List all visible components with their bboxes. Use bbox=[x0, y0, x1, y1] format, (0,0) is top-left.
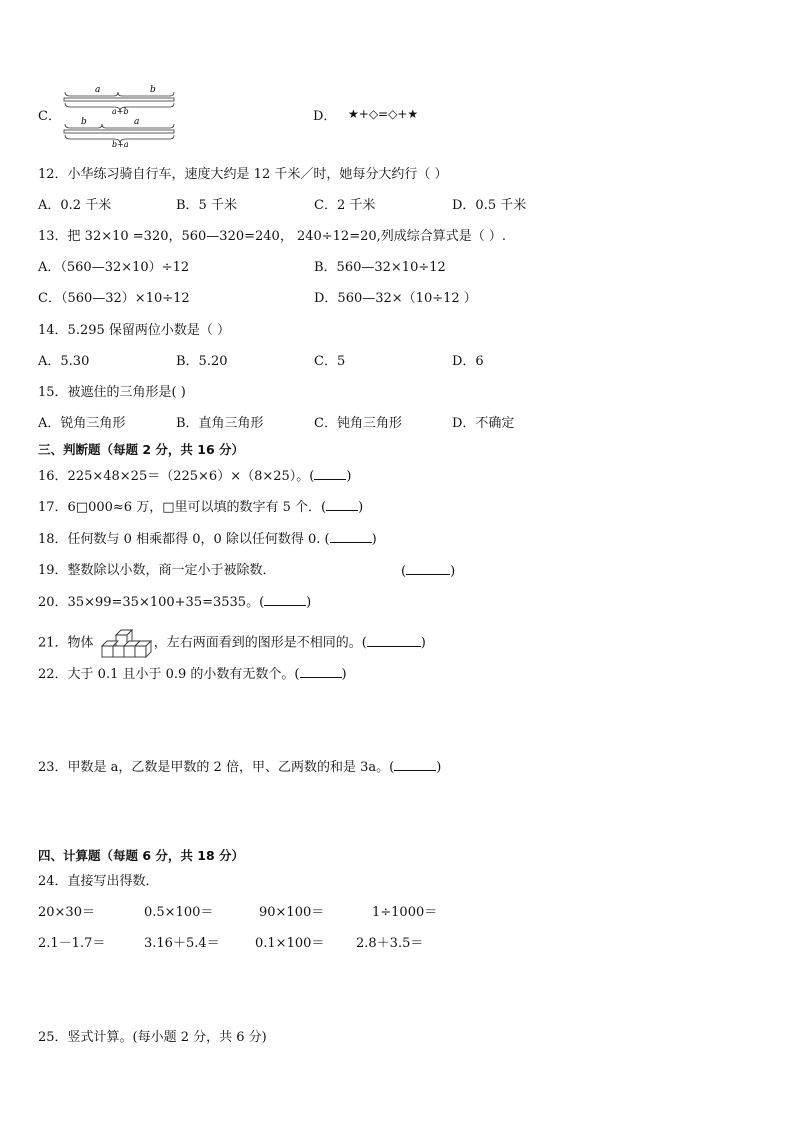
q18-answer-blank[interactable] bbox=[330, 530, 372, 543]
q13-option-a[interactable]: A．（560—32×10）÷12 bbox=[38, 260, 190, 275]
q17 bbox=[38, 498, 363, 517]
q15-option-d[interactable]: D．不确定 bbox=[452, 416, 515, 431]
q24-row2-item-1: 2.1－1.7＝ bbox=[38, 936, 106, 951]
q12-option-a[interactable]: A．0.2 千米 bbox=[38, 198, 112, 213]
section-3-heading: 三、判断题（每题 2 分，共 16 分） bbox=[38, 442, 245, 457]
q16-text: 16．225×48×25＝（225×6）×（8×25）。( bbox=[38, 469, 315, 484]
q18-close-paren: ) bbox=[371, 532, 377, 547]
q14-option-c[interactable]: C．5 bbox=[314, 354, 346, 369]
q21-answer-blank[interactable] bbox=[367, 634, 421, 647]
cube-stack-figure bbox=[100, 628, 152, 658]
q15-stem: 15．被遮住的三角形是( ) bbox=[38, 385, 186, 400]
q13-stem: 13．把 32×10 =320，560—320=240， 240÷12=20,列成综合算式是（ ）. bbox=[38, 229, 507, 244]
q12-option-c[interactable]: C．2 千米 bbox=[314, 198, 376, 213]
q17-close-paren: ) bbox=[358, 500, 364, 515]
q12-option-b[interactable]: B．5 千米 bbox=[176, 198, 237, 213]
q12-option-d[interactable]: D．0.5 千米 bbox=[452, 198, 527, 213]
q15-option-c[interactable]: C．钝角三角形 bbox=[314, 416, 402, 431]
q16 bbox=[38, 467, 351, 486]
q18-text: 18．任何数与 0 相乘都得 0，0 除以任何数得 0. ( bbox=[38, 532, 330, 547]
q20 bbox=[38, 593, 311, 612]
q22-text: 22．大于 0.1 且小于 0.9 的小数有无数个。( bbox=[38, 667, 300, 682]
q22-close-paren: ) bbox=[341, 667, 347, 682]
q14-stem: 14．5.295 保留两位小数是（ ） bbox=[38, 323, 231, 338]
q24-row1-item-3: 90×100＝ bbox=[259, 905, 325, 920]
q11-c-top-a: a bbox=[95, 85, 101, 95]
q13-option-d[interactable]: D．560—32×（10÷12 ） bbox=[314, 291, 477, 306]
q24-row1-item-1: 20×30＝ bbox=[38, 905, 95, 920]
q17-text: 17．6□000≈6 万，□里可以填的数字有 5 个．( bbox=[38, 500, 327, 515]
q11-c-bot-b: b bbox=[81, 117, 87, 127]
q24-row1-item-2: 0.5×100＝ bbox=[144, 905, 214, 920]
q24-row1-item-4: 1÷1000＝ bbox=[372, 905, 438, 920]
q20-answer-blank[interactable] bbox=[264, 593, 306, 606]
q18 bbox=[38, 530, 377, 549]
q19-answer bbox=[401, 562, 455, 581]
q24-stem: 24．直接写出得数． bbox=[38, 874, 159, 889]
q11-c-top-sum: a+b bbox=[112, 107, 129, 116]
q21 bbox=[38, 628, 426, 658]
q13-option-c[interactable]: C．（560—32）×10÷12 bbox=[38, 291, 190, 306]
q25-stem: 25．竖式计算。(每小题 2 分，共 6 分) bbox=[38, 1030, 267, 1045]
q11-c-bot-a: a bbox=[134, 117, 140, 127]
q11-option-d-label: D． bbox=[313, 109, 337, 124]
q20-text: 20．35×99=35×100+35=3535。( bbox=[38, 595, 265, 610]
q11-option-c-label: C． bbox=[38, 109, 61, 124]
q21-suffix: ，左右两面看到的图形是不相同的。( bbox=[153, 635, 367, 651]
q16-answer-blank[interactable] bbox=[314, 467, 346, 480]
q24-row2-item-3: 0.1×100＝ bbox=[255, 936, 325, 951]
q23-close-paren: ) bbox=[436, 760, 442, 775]
q11-c-bot-sum: b+a bbox=[112, 140, 129, 148]
q24-row2-item-2: 3.16＋5.4＝ bbox=[144, 936, 220, 951]
q12-stem: 12．小华练习骑自行车，速度大约是 12 千米／时，她每分大约行（ ） bbox=[38, 167, 448, 182]
q22-answer-blank[interactable] bbox=[300, 665, 342, 678]
q16-close-paren: ) bbox=[346, 469, 352, 484]
q23-answer-blank[interactable] bbox=[394, 758, 436, 771]
q21-close-paren: ) bbox=[420, 635, 426, 651]
q13-option-b[interactable]: B．560—32×10÷12 bbox=[314, 260, 446, 275]
q14-option-b[interactable]: B．5.20 bbox=[176, 354, 228, 369]
q19-text: 19．整数除以小数，商一定小于被除数． bbox=[38, 563, 276, 578]
q11-c-top-b: b bbox=[150, 85, 156, 95]
q23-text: 23．甲数是 a，乙数是甲数的 2 倍，甲、乙两数的和是 3a。( bbox=[38, 760, 395, 775]
q23 bbox=[38, 758, 441, 777]
q11-option-d-formula: ★+◇=◇+★ bbox=[348, 107, 419, 121]
section-4-heading: 四、计算题（每题 6 分，共 18 分） bbox=[38, 848, 245, 863]
q19-answer-blank[interactable] bbox=[406, 562, 450, 575]
q22 bbox=[38, 665, 347, 684]
q19-open-paren: ( bbox=[401, 564, 407, 579]
q19-close-paren: ) bbox=[450, 564, 456, 579]
q15-option-b[interactable]: B．直角三角形 bbox=[176, 416, 264, 431]
q11-option-c-diagram bbox=[62, 82, 178, 148]
q14-option-a[interactable]: A．5.30 bbox=[38, 354, 90, 369]
q19 bbox=[38, 562, 276, 580]
q21-prefix: 21．物体 bbox=[38, 635, 94, 651]
q24-row2-item-4: 2.8＋3.5＝ bbox=[356, 936, 424, 951]
q17-answer-blank[interactable] bbox=[326, 498, 358, 511]
q15-option-a[interactable]: A．锐角三角形 bbox=[38, 416, 126, 431]
q20-close-paren: ) bbox=[306, 595, 312, 610]
q14-option-d[interactable]: D．6 bbox=[452, 354, 484, 369]
